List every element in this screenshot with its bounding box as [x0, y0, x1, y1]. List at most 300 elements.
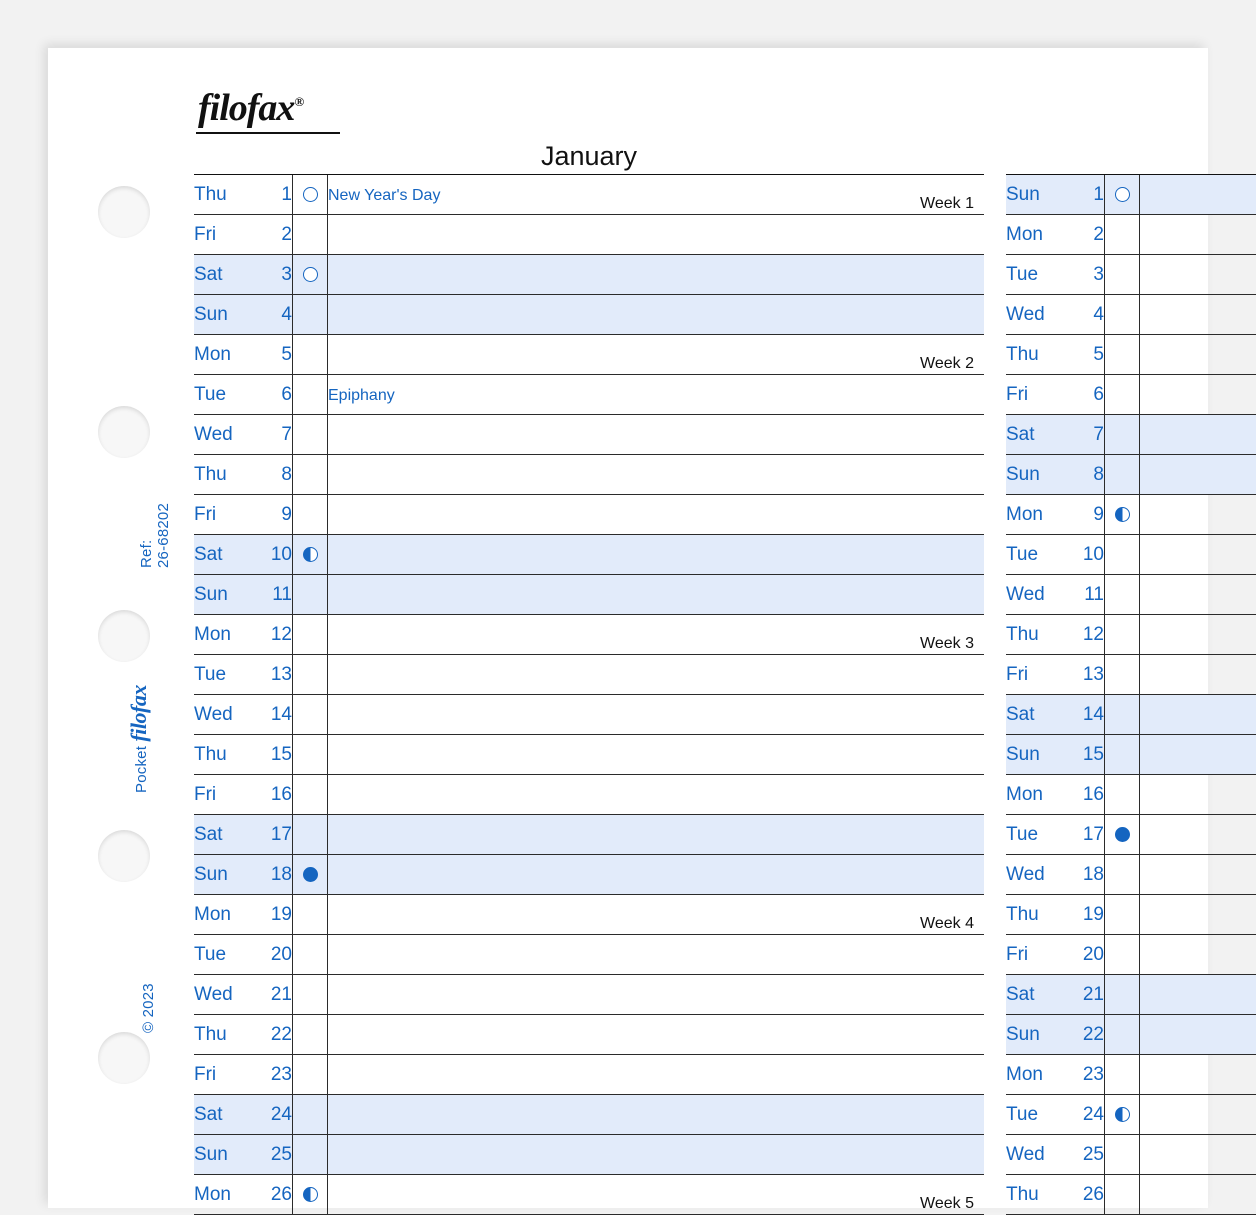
moon-phase-icon [303, 867, 318, 882]
day-notes-area[interactable] [328, 855, 985, 895]
day-of-week: Fri [1006, 655, 1068, 695]
day-row[interactable] [1006, 535, 1256, 575]
day-row[interactable] [1006, 495, 1256, 535]
day-number: 11 [1068, 575, 1105, 615]
day-row[interactable] [194, 1135, 984, 1175]
moon-phase-cell [1105, 815, 1140, 855]
day-number: 18 [1068, 855, 1105, 895]
moon-phase-cell [1105, 1015, 1140, 1055]
day-of-week: Tue [1006, 255, 1068, 295]
day-notes-area[interactable] [328, 255, 985, 295]
day-row[interactable] [194, 455, 984, 495]
day-row[interactable] [194, 655, 984, 695]
day-row[interactable] [194, 695, 984, 735]
day-notes-area[interactable] [328, 375, 985, 415]
day-number: 26 [1068, 1175, 1105, 1215]
week-number-label: Week 1 [920, 195, 974, 213]
reference-number: 26-68202 [155, 503, 172, 568]
moon-phase-icon [303, 1187, 318, 1202]
punch-hole-icon [98, 186, 150, 238]
day-row[interactable] [1006, 615, 1256, 655]
moon-phase-cell [1105, 735, 1140, 775]
day-row[interactable] [194, 535, 984, 575]
moon-phase-cell [293, 1055, 328, 1095]
day-notes-area[interactable] [1140, 855, 1256, 895]
day-of-week: Fri [194, 215, 256, 255]
day-row[interactable] [1006, 215, 1256, 255]
moon-phase-cell [293, 1095, 328, 1135]
day-of-week: Sat [194, 535, 256, 575]
day-notes-area[interactable] [328, 295, 985, 335]
moon-phase-cell [1105, 255, 1140, 295]
moon-phase-cell [293, 175, 328, 215]
reference-code [138, 503, 172, 568]
moon-phase-cell [1105, 655, 1140, 695]
moon-phase-cell [1105, 975, 1140, 1015]
day-notes-area[interactable] [328, 175, 985, 215]
day-row[interactable] [194, 975, 984, 1015]
moon-phase-icon [1115, 827, 1130, 842]
day-of-week: Sun [194, 575, 256, 615]
day-notes-area[interactable] [328, 655, 985, 695]
day-notes-area[interactable] [1140, 935, 1256, 975]
day-number: 12 [256, 615, 293, 655]
moon-phase-cell [1105, 455, 1140, 495]
day-number: 15 [1068, 735, 1105, 775]
day-number: 10 [256, 535, 293, 575]
moon-phase-cell [1105, 695, 1140, 735]
day-of-week: Wed [1006, 1135, 1068, 1175]
moon-phase-cell [1105, 575, 1140, 615]
day-of-week: Mon [1006, 495, 1068, 535]
moon-phase-cell [293, 855, 328, 895]
reference-label: Ref: [138, 540, 155, 568]
moon-phase-cell [1105, 1175, 1140, 1215]
day-of-week: Sat [194, 1095, 256, 1135]
day-notes-area[interactable] [328, 815, 985, 855]
moon-phase-cell [293, 615, 328, 655]
day-of-week: Wed [1006, 575, 1068, 615]
day-number: 15 [256, 735, 293, 775]
moon-phase-cell [293, 1135, 328, 1175]
day-notes-area[interactable] [1140, 575, 1256, 615]
day-number: 25 [1068, 1135, 1105, 1175]
day-number: 5 [1068, 335, 1105, 375]
day-row[interactable] [194, 1175, 984, 1215]
day-number: 9 [1068, 495, 1105, 535]
month-title: January [194, 141, 984, 172]
moon-phase-icon [1115, 187, 1130, 202]
moon-phase-cell [293, 695, 328, 735]
moon-phase-cell [293, 655, 328, 695]
day-of-week: Mon [194, 615, 256, 655]
day-notes-area[interactable] [328, 735, 985, 775]
moon-phase-cell [293, 975, 328, 1015]
moon-phase-cell [1105, 895, 1140, 935]
day-number: 20 [1068, 935, 1105, 975]
day-number: 2 [256, 215, 293, 255]
day-of-week: Tue [1006, 815, 1068, 855]
day-notes-area[interactable] [1140, 535, 1256, 575]
day-notes-area[interactable] [328, 695, 985, 735]
day-row[interactable] [1006, 375, 1256, 415]
day-notes-area[interactable] [1140, 1135, 1256, 1175]
day-of-week: Fri [194, 495, 256, 535]
day-notes-area[interactable] [1140, 1015, 1256, 1055]
day-row[interactable] [194, 375, 984, 415]
day-row[interactable] [1006, 295, 1256, 335]
moon-phase-cell [1105, 415, 1140, 455]
right-month-column [1006, 128, 1256, 1215]
day-row[interactable] [1006, 775, 1256, 815]
day-of-week: Sat [194, 255, 256, 295]
day-notes-area[interactable] [1140, 655, 1256, 695]
punch-hole-icon [98, 406, 150, 458]
moon-phase-cell [1105, 1055, 1140, 1095]
moon-phase-cell [293, 215, 328, 255]
moon-phase-icon [303, 267, 318, 282]
day-row[interactable] [1006, 1055, 1256, 1095]
day-number: 13 [1068, 655, 1105, 695]
day-row[interactable] [1006, 255, 1256, 295]
day-row[interactable] [194, 175, 984, 215]
day-row[interactable] [194, 1095, 984, 1135]
day-number: 9 [256, 495, 293, 535]
day-of-week: Mon [194, 1175, 256, 1215]
planner-sheet [48, 48, 1208, 1208]
day-number: 24 [1068, 1095, 1105, 1135]
day-of-week: Tue [1006, 1095, 1068, 1135]
day-number: 7 [1068, 415, 1105, 455]
day-of-week: Thu [1006, 335, 1068, 375]
day-number: 19 [1068, 895, 1105, 935]
day-number: 19 [256, 895, 293, 935]
day-number: 16 [256, 775, 293, 815]
day-of-week: Tue [1006, 535, 1068, 575]
day-notes-area[interactable] [328, 1015, 985, 1055]
day-of-week: Sun [194, 855, 256, 895]
day-number: 3 [256, 255, 293, 295]
day-number: 13 [256, 655, 293, 695]
day-of-week: Thu [194, 1015, 256, 1055]
day-notes-area[interactable] [1140, 1055, 1256, 1095]
moon-phase-cell [1105, 375, 1140, 415]
day-notes-area[interactable] [1140, 695, 1256, 735]
day-of-week: Mon [194, 335, 256, 375]
moon-phase-cell [293, 935, 328, 975]
day-of-week: Thu [1006, 615, 1068, 655]
day-row[interactable] [194, 495, 984, 535]
moon-phase-cell [293, 335, 328, 375]
day-row[interactable] [194, 295, 984, 335]
day-notes-area[interactable] [328, 895, 985, 935]
day-number: 20 [256, 935, 293, 975]
day-number: 26 [256, 1175, 293, 1215]
day-notes-area[interactable] [328, 615, 985, 655]
holiday-note: Epiphany [328, 387, 395, 405]
day-notes-area[interactable] [1140, 415, 1256, 455]
moon-phase-cell [293, 375, 328, 415]
day-row[interactable] [1006, 935, 1256, 975]
left-month-day-table [194, 175, 984, 1215]
day-row[interactable] [194, 255, 984, 295]
day-row[interactable] [194, 1055, 984, 1095]
moon-phase-cell [293, 895, 328, 935]
moon-phase-icon [303, 187, 318, 202]
moon-phase-cell [293, 535, 328, 575]
day-number: 22 [256, 1015, 293, 1055]
day-row[interactable] [1006, 895, 1256, 935]
day-row[interactable] [194, 935, 984, 975]
week-number-label: Week 5 [920, 1195, 974, 1213]
right-month-day-table [1006, 175, 1256, 1215]
day-of-week: Fri [1006, 375, 1068, 415]
day-of-week: Wed [1006, 295, 1068, 335]
day-of-week: Wed [194, 975, 256, 1015]
ring-binder-holes [48, 48, 198, 1208]
day-row[interactable] [194, 855, 984, 895]
filofax-logo [198, 86, 304, 130]
day-notes-area[interactable] [328, 495, 985, 535]
day-number: 3 [1068, 255, 1105, 295]
day-number: 10 [1068, 535, 1105, 575]
day-of-week: Mon [194, 895, 256, 935]
day-of-week: Sun [194, 1135, 256, 1175]
day-notes-area[interactable] [1140, 335, 1256, 375]
day-row[interactable] [1006, 415, 1256, 455]
day-row[interactable] [194, 735, 984, 775]
moon-phase-cell [1105, 855, 1140, 895]
day-notes-area[interactable] [328, 455, 985, 495]
moon-phase-cell [293, 255, 328, 295]
moon-phase-cell [1105, 1095, 1140, 1135]
day-number: 18 [256, 855, 293, 895]
day-of-week: Sun [1006, 175, 1068, 215]
day-number: 14 [1068, 695, 1105, 735]
moon-phase-cell [1105, 775, 1140, 815]
day-of-week: Thu [194, 735, 256, 775]
day-row[interactable] [194, 615, 984, 655]
moon-phase-cell [293, 295, 328, 335]
day-row[interactable] [194, 335, 984, 375]
side-brand-label: filofax [126, 685, 151, 741]
day-notes-area[interactable] [1140, 295, 1256, 335]
day-notes-area[interactable] [328, 1135, 985, 1175]
day-row[interactable] [1006, 855, 1256, 895]
day-notes-area[interactable] [1140, 775, 1256, 815]
day-number: 21 [256, 975, 293, 1015]
day-notes-area[interactable] [328, 215, 985, 255]
moon-phase-cell [1105, 535, 1140, 575]
day-notes-area[interactable] [1140, 455, 1256, 495]
day-number: 2 [1068, 215, 1105, 255]
day-notes-area[interactable] [1140, 815, 1256, 855]
right-month-header [1006, 128, 1256, 175]
day-row[interactable] [1006, 975, 1256, 1015]
size-label: Pocket [133, 746, 150, 793]
moon-phase-cell [1105, 215, 1140, 255]
day-number: 23 [256, 1055, 293, 1095]
day-number: 22 [1068, 1015, 1105, 1055]
day-notes-area[interactable] [1140, 615, 1256, 655]
day-row[interactable] [1006, 1175, 1256, 1215]
day-notes-area[interactable] [328, 975, 985, 1015]
moon-phase-cell [293, 495, 328, 535]
day-notes-area[interactable] [328, 335, 985, 375]
day-notes-area[interactable] [328, 1175, 985, 1215]
day-of-week: Fri [1006, 935, 1068, 975]
day-notes-area[interactable] [1140, 1175, 1256, 1215]
day-of-week: Thu [194, 175, 256, 215]
day-number: 5 [256, 335, 293, 375]
day-notes-area[interactable] [1140, 375, 1256, 415]
punch-hole-icon [98, 830, 150, 882]
moon-phase-cell [1105, 1135, 1140, 1175]
day-notes-area[interactable] [328, 1055, 985, 1095]
week-number-label: Week 4 [920, 915, 974, 933]
day-number: 12 [1068, 615, 1105, 655]
day-notes-area[interactable] [1140, 975, 1256, 1015]
day-of-week: Sun [1006, 455, 1068, 495]
day-number: 8 [1068, 455, 1105, 495]
day-of-week: Wed [194, 415, 256, 455]
left-month-header [194, 128, 984, 175]
day-notes-area[interactable] [1140, 495, 1256, 535]
moon-phase-cell [1105, 495, 1140, 535]
day-of-week: Mon [1006, 215, 1068, 255]
moon-phase-cell [293, 815, 328, 855]
logo-wordmark: filofax [198, 87, 294, 129]
day-number: 4 [1068, 295, 1105, 335]
day-row[interactable] [194, 415, 984, 455]
day-notes-area[interactable] [1140, 255, 1256, 295]
moon-phase-icon [303, 547, 318, 562]
day-of-week: Sat [194, 815, 256, 855]
day-number: 14 [256, 695, 293, 735]
left-month-column [194, 128, 984, 1215]
day-row[interactable] [1006, 735, 1256, 775]
day-number: 6 [256, 375, 293, 415]
day-of-week: Thu [1006, 895, 1068, 935]
day-number: 6 [1068, 375, 1105, 415]
day-row[interactable] [194, 775, 984, 815]
punch-hole-icon [98, 1032, 150, 1084]
day-notes-area[interactable] [1140, 215, 1256, 255]
day-notes-area[interactable] [328, 415, 985, 455]
day-row[interactable] [1006, 655, 1256, 695]
day-of-week: Mon [1006, 775, 1068, 815]
day-number: 25 [256, 1135, 293, 1175]
day-of-week: Tue [194, 935, 256, 975]
day-of-week: Mon [1006, 1055, 1068, 1095]
size-marking [126, 685, 152, 793]
day-notes-area[interactable] [328, 535, 985, 575]
day-row[interactable] [1006, 335, 1256, 375]
holiday-note: New Year's Day [328, 187, 440, 205]
day-row[interactable] [194, 895, 984, 935]
day-row[interactable] [1006, 175, 1256, 215]
day-number: 23 [1068, 1055, 1105, 1095]
day-notes-area[interactable] [1140, 175, 1256, 215]
day-of-week: Sat [1006, 975, 1068, 1015]
day-of-week: Sat [1006, 415, 1068, 455]
day-number: 16 [1068, 775, 1105, 815]
day-of-week: Fri [194, 775, 256, 815]
week-number-label: Week 2 [920, 355, 974, 373]
moon-phase-cell [293, 775, 328, 815]
moon-phase-cell [293, 1015, 328, 1055]
moon-phase-cell [293, 455, 328, 495]
day-row[interactable] [1006, 1135, 1256, 1175]
day-row[interactable] [1006, 455, 1256, 495]
day-notes-area[interactable] [1140, 735, 1256, 775]
day-number: 1 [256, 175, 293, 215]
day-notes-area[interactable] [328, 575, 985, 615]
moon-phase-cell [1105, 295, 1140, 335]
day-notes-area[interactable] [1140, 895, 1256, 935]
day-number: 4 [256, 295, 293, 335]
day-of-week: Thu [1006, 1175, 1068, 1215]
moon-phase-cell [1105, 935, 1140, 975]
registered-trademark-icon: ® [294, 94, 304, 109]
day-of-week: Thu [194, 455, 256, 495]
day-row[interactable] [1006, 815, 1256, 855]
day-of-week: Fri [194, 1055, 256, 1095]
day-row[interactable] [194, 1015, 984, 1055]
moon-phase-cell [1105, 335, 1140, 375]
day-notes-area[interactable] [328, 775, 985, 815]
moon-phase-cell [293, 735, 328, 775]
day-notes-area[interactable] [328, 1095, 985, 1135]
day-of-week: Tue [194, 655, 256, 695]
day-row[interactable] [1006, 575, 1256, 615]
moon-phase-cell [1105, 615, 1140, 655]
day-number: 24 [256, 1095, 293, 1135]
day-number: 8 [256, 455, 293, 495]
day-number: 1 [1068, 175, 1105, 215]
day-of-week: Sun [1006, 735, 1068, 775]
day-number: 17 [256, 815, 293, 855]
week-number-label: Week 3 [920, 635, 974, 653]
day-row[interactable] [1006, 1095, 1256, 1135]
moon-phase-cell [293, 1175, 328, 1215]
day-row[interactable] [1006, 695, 1256, 735]
day-number: 11 [256, 575, 293, 615]
day-of-week: Sun [1006, 1015, 1068, 1055]
day-of-week: Tue [194, 375, 256, 415]
moon-phase-cell [293, 415, 328, 455]
day-of-week: Wed [194, 695, 256, 735]
day-number: 17 [1068, 815, 1105, 855]
day-row[interactable] [1006, 1015, 1256, 1055]
day-of-week: Wed [1006, 855, 1068, 895]
moon-phase-icon [1115, 1107, 1130, 1122]
copyright-notice: © 2023 [140, 983, 157, 1033]
day-number: 21 [1068, 975, 1105, 1015]
day-of-week: Sat [1006, 695, 1068, 735]
day-notes-area[interactable] [328, 935, 985, 975]
day-row[interactable] [194, 815, 984, 855]
moon-phase-icon [1115, 507, 1130, 522]
moon-phase-cell [1105, 175, 1140, 215]
day-of-week: Sun [194, 295, 256, 335]
punch-hole-icon [98, 610, 150, 662]
day-row[interactable] [194, 215, 984, 255]
day-number: 7 [256, 415, 293, 455]
moon-phase-cell [293, 575, 328, 615]
day-notes-area[interactable] [1140, 1095, 1256, 1135]
day-row[interactable] [194, 575, 984, 615]
